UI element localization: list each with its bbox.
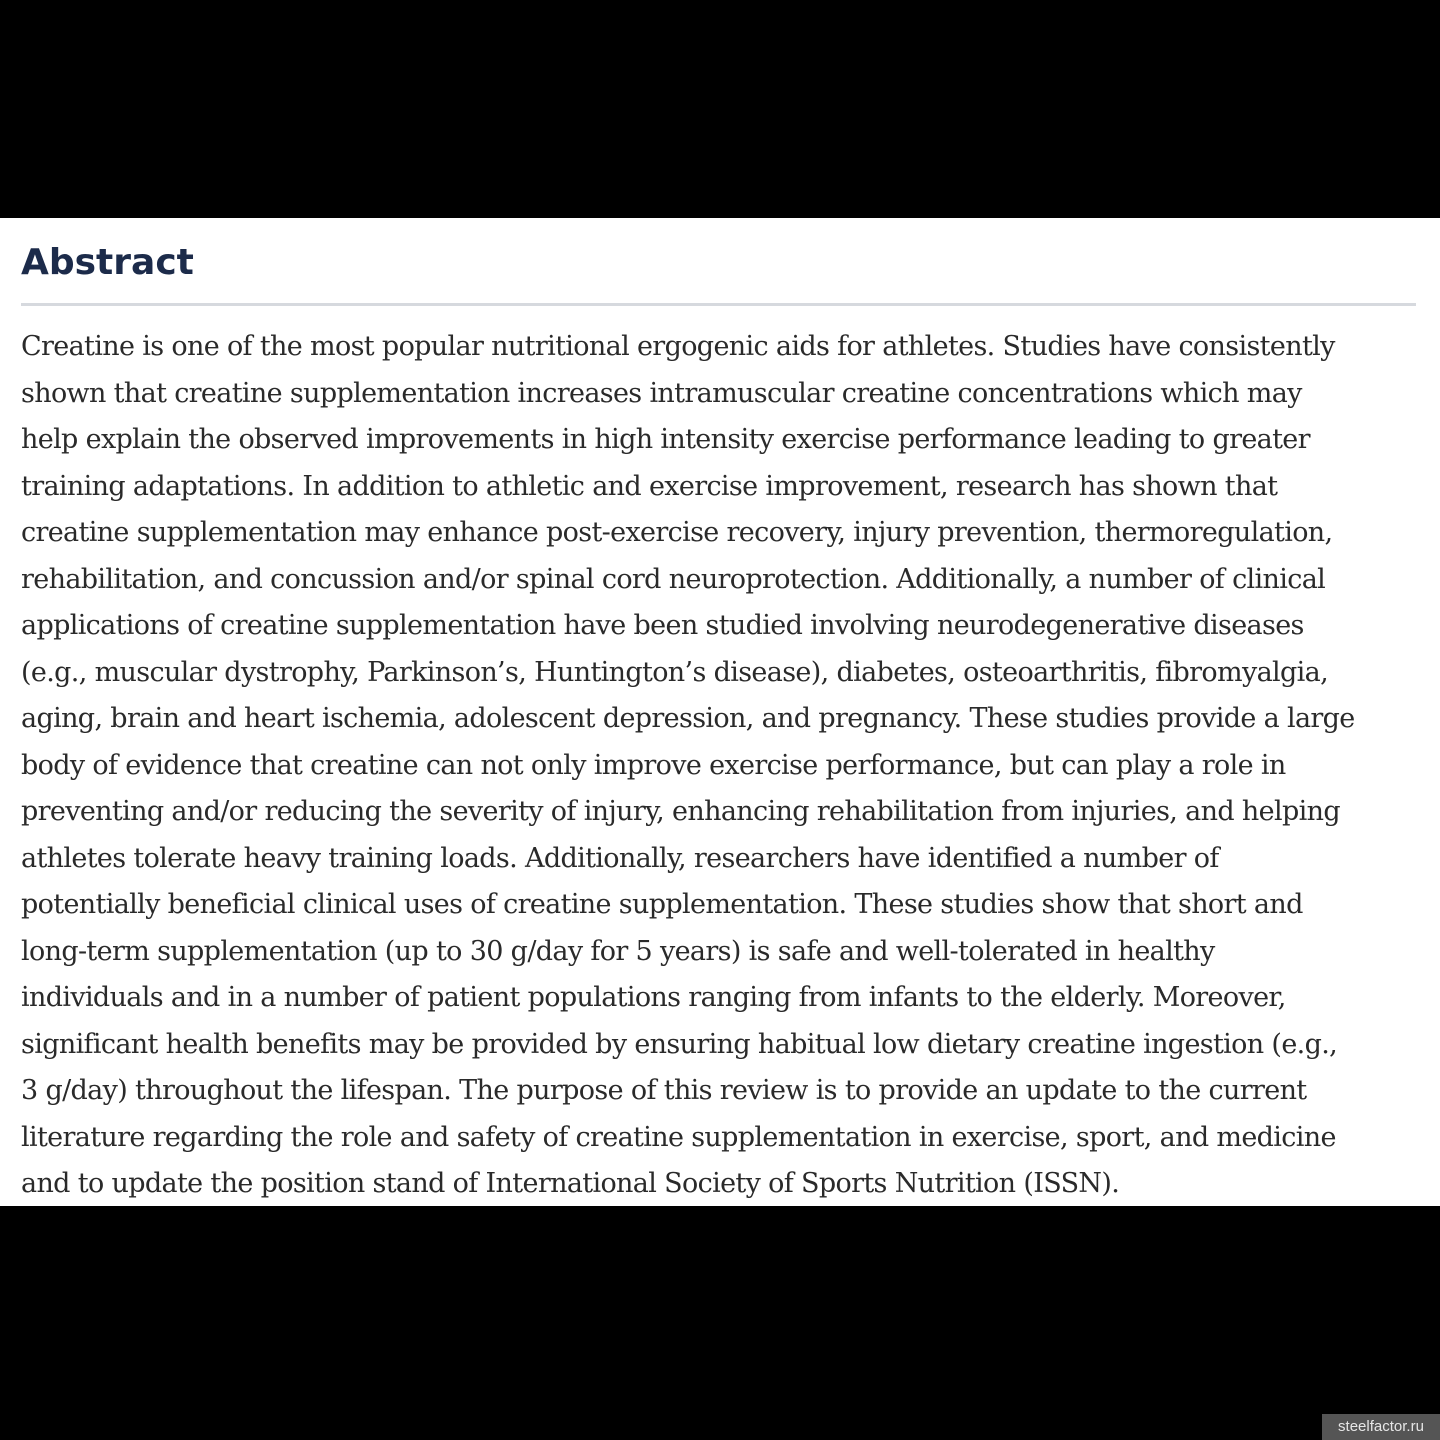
- abstract-panel: [0, 218, 1440, 1206]
- abstract-line: creatine supplementation may enhance post-exercise recovery, injury prevention, thermoregulation,: [21, 517, 1333, 548]
- abstract-line: body of evidence that creatine can not only improve exercise performance, but can play a role in: [21, 749, 1286, 781]
- abstract-line: aging, brain and heart ischemia, adolescent depression, and pregnancy. These studies provide a large: [21, 703, 1355, 734]
- abstract-line: 3 g/day) throughout the lifespan. The purpose of this review is to provide an update to the current: [21, 1075, 1307, 1106]
- abstract-line: applications of creatine supplementation have been studied involving neurodegenerative diseases: [21, 610, 1304, 641]
- abstract-line: rehabilitation, and concussion and/or spinal cord neuroprotection. Additionally, a number of clinical: [21, 563, 1326, 595]
- abstract-line: significant health benefits may be provided by ensuring habitual low dietary creatine ingestion (e.g.,: [21, 1028, 1338, 1060]
- abstract-line: individuals and in a number of patient populations ranging from infants to the elderly. Moreover,: [21, 982, 1286, 1013]
- abstract-line: preventing and/or reducing the severity of injury, enhancing rehabilitation from injuries, and helping: [21, 796, 1340, 827]
- watermark-label: steelfactor.ru: [1322, 1414, 1440, 1440]
- abstract-line: athletes tolerate heavy training loads. Additionally, researchers have identified a number of: [21, 842, 1219, 874]
- abstract-line: Creatine is one of the most popular nutritional ergogenic aids for athletes. Studies have consistently: [21, 331, 1335, 362]
- abstract-line: (e.g., muscular dystrophy, Parkinson’s, Huntington’s disease), diabetes, osteoarthritis, fibromyalgia,: [21, 656, 1329, 688]
- abstract-line: potentially beneficial clinical uses of creatine supplementation. These studies show that short and: [21, 889, 1303, 920]
- heading-divider: [21, 303, 1416, 306]
- abstract-heading: Abstract: [21, 242, 194, 283]
- abstract-body: [21, 324, 1416, 1208]
- abstract-line: long-term supplementation (up to 30 g/day for 5 years) is safe and well-tolerated in healthy: [21, 935, 1215, 967]
- abstract-line: help explain the observed improvements in high intensity exercise performance leading to greater: [21, 424, 1310, 455]
- abstract-line: training adaptations. In addition to athletic and exercise improvement, research has shown that: [21, 470, 1278, 502]
- abstract-line: and to update the position stand of International Society of Sports Nutrition (ISSN).: [21, 1168, 1120, 1199]
- abstract-line: literature regarding the role and safety of creatine supplementation in exercise, sport, and medicine: [21, 1121, 1336, 1153]
- abstract-line: shown that creatine supplementation increases intramuscular creatine concentrations which may: [21, 377, 1302, 409]
